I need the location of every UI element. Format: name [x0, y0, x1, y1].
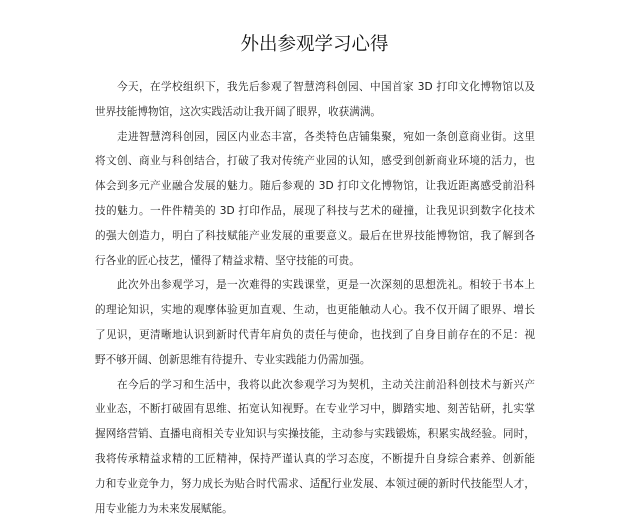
paragraph-line: 今天，在学校组织下，我先后参观了智慧湾科创园、中国首家 3D 打印文化博物馆以及: [117, 81, 535, 93]
paragraph-line: 的理论知识，实地的观摩体验更加直观、生动，也更能触动人心。我不仅开阔了眼界、增长: [95, 304, 535, 317]
paragraph-line: 用专业能力为未来发展赋能。: [95, 502, 233, 515]
paragraph-line: 野不够开阔、创新思维有待提升、专业实践能力仍需加强。: [95, 353, 371, 366]
paragraph-line: 行各业的匠心技艺，懂得了精益求精、坚守技能的可贵。: [95, 254, 360, 267]
paragraph-line: 技的魅力。一件件精美的 3D 打印作品，展现了科技与艺术的碰撞，让我见识到数字化技术: [95, 204, 535, 217]
paragraph-line: 我将传承精益求精的工匠精神，保持严谨认真的学习态度，不断提升自身综合素养、创新能: [95, 452, 535, 465]
paragraph-line: 体会到多元产业融合发展的魅力。随后参观的 3D 打印文化博物馆，让我近距离感受前沿科: [95, 180, 535, 193]
paragraph-line: 将文创、商业与科创结合，打破了我对传统产业园的认知，感受到创新商业环境的活力，也: [95, 155, 535, 168]
paragraph-3: [95, 273, 535, 372]
paragraph-2: [95, 125, 535, 274]
paragraph-4: [95, 373, 535, 522]
paragraph-line: 了见识，更清晰地认识到新时代青年肩负的责任与使命，也找到了自身目前存在的不足：视: [95, 328, 535, 341]
paragraph-line: 握网络营销、直播电商相关专业知识与实操技能，主动参与实践锻炼，积累实战经验。同时，: [95, 428, 535, 441]
paragraph-line: 此次外出参观学习，是一次难得的实践课堂，更是一次深刻的思想洗礼。相较于书本上: [117, 279, 535, 292]
paragraph-line: 世界技能博物馆，这次实践活动让我开阔了眼界，收获满满。: [95, 105, 382, 118]
paragraph-line: 在今后的学习和生活中，我将以此次参观学习为契机，主动关注前沿科创技术与新兴产: [117, 378, 535, 391]
paragraph-line: 力和专业竞争力，努力成长为贴合时代需求、适配行业发展、本领过硬的新时代技能型人才，: [95, 477, 535, 490]
paragraph-line: 业业态，不断打破固有思维、拓宽认知视野。在专业学习中，脚踏实地、刻苦钻研，扎实掌: [95, 403, 535, 416]
paragraph-line: 的强大创造力，明白了科技赋能产业发展的重要意义。最后在世界技能博物馆，我了解到各: [95, 229, 535, 242]
paragraph-1: [95, 75, 535, 125]
document-body: [95, 75, 535, 521]
paragraph-line: 走进智慧湾科创园，园区内业态丰富，各类特色店铺集聚，宛如一条创意商业街。这里: [117, 130, 535, 143]
document-title: 外出参观学习心得: [240, 34, 389, 55]
